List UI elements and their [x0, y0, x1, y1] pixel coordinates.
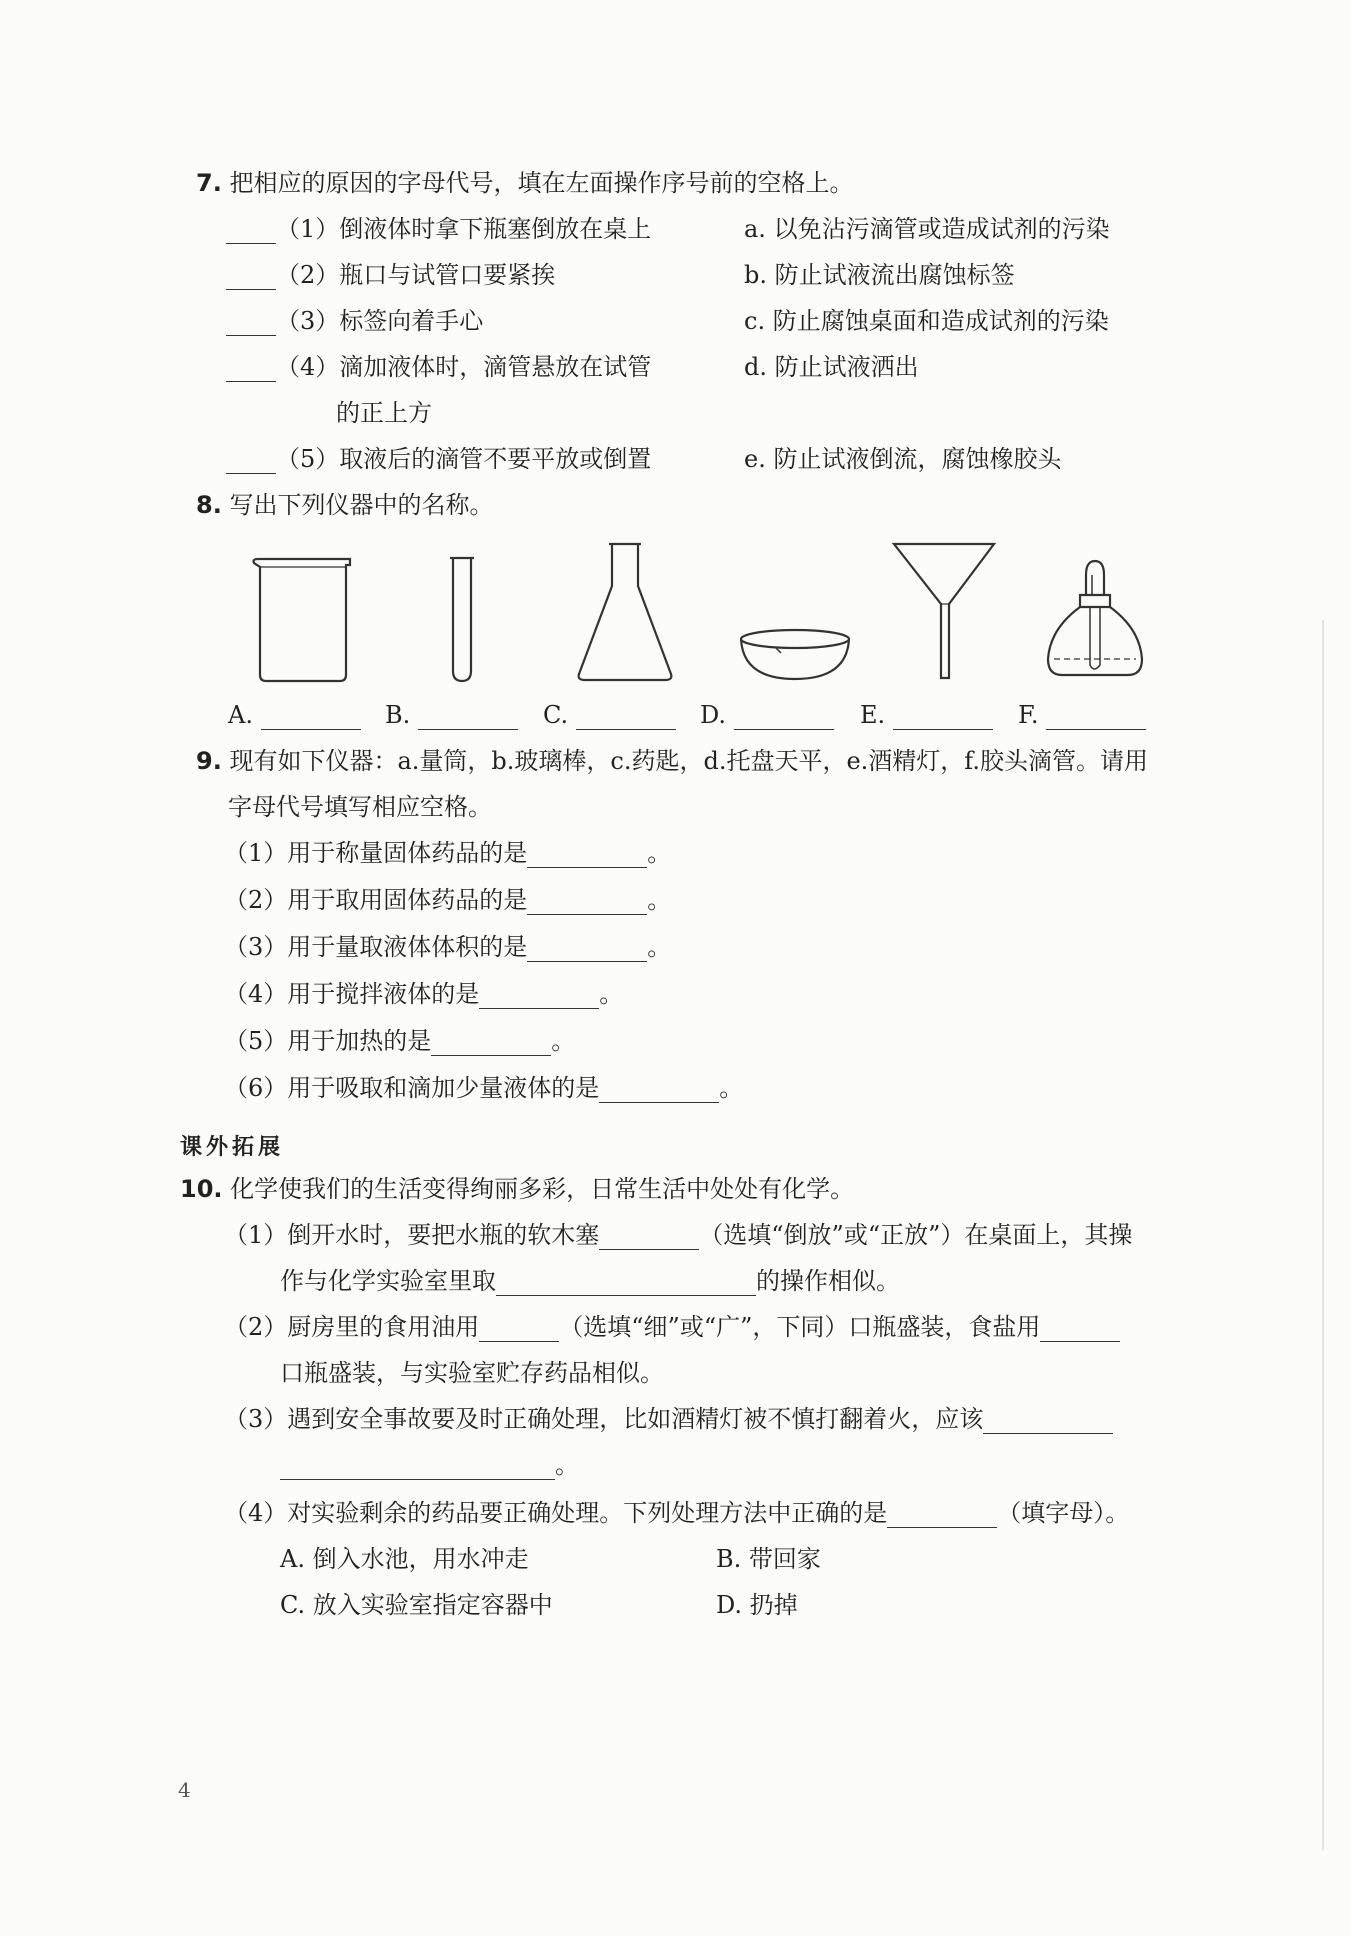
item-end: 。	[551, 1027, 576, 1055]
answer-blank[interactable]	[479, 1317, 559, 1342]
answer-blank[interactable]	[983, 1409, 1113, 1434]
q7-op-5	[226, 444, 651, 474]
op-tag: （4）	[276, 353, 340, 381]
answer-blank[interactable]	[479, 984, 599, 1009]
label-text: B.	[385, 701, 411, 729]
apparatus-label-e	[860, 700, 993, 730]
q7-number: 7.	[196, 169, 222, 197]
q9-prompt-continuation: 字母代号填写相应空格。	[228, 793, 492, 821]
item-tag: （5）	[224, 1027, 288, 1055]
op-tag: （2）	[276, 261, 340, 289]
q7-reason-c: c. 防止腐蚀桌面和造成试剂的污染	[744, 307, 1109, 335]
op-text: 瓶口与试管口要紧挨	[339, 261, 556, 289]
answer-blank[interactable]	[527, 937, 647, 962]
item-text: 用于加热的是	[287, 1027, 432, 1055]
part-text: （填字母）。	[997, 1499, 1130, 1527]
q9-number: 9.	[196, 747, 222, 775]
op-text: 滴加液体时，滴管悬放在试管	[339, 353, 652, 381]
part-text: 的操作相似。	[756, 1267, 900, 1295]
answer-blank[interactable]	[887, 1503, 997, 1528]
part-text: 厨房里的食用油用	[287, 1313, 480, 1341]
q7-prompt	[196, 168, 853, 198]
apparatus-label-b	[385, 700, 518, 730]
label-text: F.	[1018, 701, 1039, 729]
part-tag: （3）	[224, 1405, 288, 1433]
item-text: 用于量取液体体积的是	[287, 933, 528, 961]
item-text: 用于称量固体药品的是	[287, 839, 528, 867]
label-text: E.	[860, 701, 886, 729]
funnel-icon	[890, 540, 1000, 685]
q8-prompt	[196, 490, 493, 520]
answer-blank[interactable]	[1046, 705, 1146, 730]
part-tag: （4）	[224, 1499, 288, 1527]
label-text: A.	[228, 701, 253, 729]
answer-blank[interactable]	[496, 1271, 756, 1296]
item-text: 用于吸取和滴加少量液体的是	[287, 1074, 600, 1102]
q10-part-1	[224, 1220, 1132, 1250]
part-text: 遇到安全事故要及时正确处理，比如酒精灯被不慎打翻着火，应该	[287, 1405, 984, 1433]
q10-number: 10.	[180, 1175, 223, 1203]
section-heading: 课外拓展	[180, 1135, 285, 1160]
answer-blank[interactable]	[261, 705, 361, 730]
test-tube-icon	[447, 555, 477, 685]
part-text: （选填“倒放”或“正放”）在桌面上，其操	[699, 1221, 1133, 1249]
item-tag: （6）	[224, 1074, 288, 1102]
label-text: D.	[700, 701, 727, 729]
q7-reason-a: a. 以免沾污滴管或造成试剂的污染	[744, 215, 1110, 243]
answer-blank[interactable]	[599, 1225, 699, 1250]
answer-blank[interactable]	[280, 1455, 555, 1480]
answer-blank[interactable]	[226, 219, 276, 244]
q7-op-1	[226, 214, 651, 244]
beaker-icon	[250, 555, 360, 685]
q9-item-3	[224, 932, 671, 962]
page-edge-divider	[1322, 620, 1324, 1850]
q10-part-3-continuation	[280, 1450, 579, 1480]
q7-op-2	[226, 260, 555, 290]
item-end: 。	[647, 839, 672, 867]
op-text: 取液后的滴管不要平放或倒置	[339, 445, 652, 473]
q9-item-6	[224, 1073, 743, 1103]
answer-blank[interactable]	[527, 890, 647, 915]
answer-blank[interactable]	[431, 1031, 551, 1056]
item-end: 。	[647, 886, 672, 914]
q10-prompt	[180, 1174, 854, 1204]
q10-option-b: B. 带回家	[716, 1545, 821, 1573]
answer-blank[interactable]	[893, 705, 993, 730]
part-text: 对实验剩余的药品要正确处理。下列处理方法中正确的是	[287, 1499, 888, 1527]
item-end: 。	[647, 933, 672, 961]
item-tag: （4）	[224, 980, 288, 1008]
q7-op-4-continuation: 的正上方	[336, 399, 432, 427]
item-tag: （2）	[224, 886, 288, 914]
q8-text: 写出下列仪器中的名称。	[229, 491, 494, 519]
q10-text: 化学使我们的生活变得绚丽多彩，日常生活中处处有化学。	[230, 1175, 855, 1203]
apparatus-label-a	[228, 700, 361, 730]
item-end: 。	[599, 980, 624, 1008]
answer-blank[interactable]	[226, 449, 276, 474]
q10-part-4	[224, 1498, 1129, 1528]
q9-item-2	[224, 885, 671, 915]
item-text: 用于取用固体药品的是	[287, 886, 528, 914]
q10-option-a: A. 倒入水池，用水冲走	[280, 1545, 529, 1573]
answer-blank[interactable]	[418, 705, 518, 730]
part-tag: （2）	[224, 1313, 288, 1341]
op-text: 标签向着手心	[339, 307, 484, 335]
q7-op-4	[226, 352, 651, 382]
apparatus-label-c	[543, 700, 676, 730]
apparatus-label-d	[700, 700, 834, 730]
answer-blank[interactable]	[226, 311, 276, 336]
part-text: （选填“细”或“广”，下同）口瓶盛装，食盐用	[559, 1313, 1041, 1341]
q7-reason-d: d. 防止试液洒出	[744, 353, 919, 381]
answer-blank[interactable]	[734, 705, 834, 730]
answer-blank[interactable]	[1040, 1317, 1120, 1342]
op-tag: （1）	[276, 215, 340, 243]
page-number: 4	[178, 1778, 191, 1802]
q7-reason-e: e. 防止试液倒流，腐蚀橡胶头	[744, 445, 1062, 473]
q9-prompt	[196, 746, 1148, 776]
q7-text: 把相应的原因的字母代号，填在左面操作序号前的空格上。	[229, 169, 854, 197]
part-text: 作与化学实验室里取	[280, 1267, 496, 1295]
part-tag: （1）	[224, 1221, 288, 1249]
item-tag: （1）	[224, 839, 288, 867]
item-tag: （3）	[224, 933, 288, 961]
answer-blank[interactable]	[226, 265, 276, 290]
answer-blank[interactable]	[599, 1078, 719, 1103]
q10-part-2-continuation: 口瓶盛装，与实验室贮存药品相似。	[280, 1359, 664, 1387]
alcohol-lamp-icon	[1040, 555, 1150, 685]
q9-text: 现有如下仪器：a.量筒，b.玻璃棒，c.药匙，d.托盘天平，e.酒精灯，f.胶头滴管。请用	[229, 747, 1148, 775]
label-text: C.	[543, 701, 569, 729]
answer-blank[interactable]	[527, 843, 647, 868]
q10-option-c: C. 放入实验室指定容器中	[280, 1591, 553, 1619]
q10-option-d: D. 扔掉	[716, 1591, 798, 1619]
answer-blank[interactable]	[226, 357, 276, 382]
item-end: 。	[719, 1074, 744, 1102]
part-text: 倒开水时，要把水瓶的软木塞	[287, 1221, 600, 1249]
answer-blank[interactable]	[576, 705, 676, 730]
q9-item-5	[224, 1026, 575, 1056]
q10-part-3	[224, 1404, 1113, 1434]
q10-part-1-continuation	[280, 1266, 900, 1296]
evaporating-dish-icon	[735, 625, 855, 685]
q8-number: 8.	[196, 491, 222, 519]
conical-flask-icon	[575, 540, 675, 685]
op-tag: （3）	[276, 307, 340, 335]
q9-item-1	[224, 838, 671, 868]
q7-reason-b: b. 防止试液流出腐蚀标签	[744, 261, 1015, 289]
q7-op-3	[226, 306, 483, 336]
q9-item-4	[224, 979, 623, 1009]
op-tag: （5）	[276, 445, 340, 473]
q10-part-2	[224, 1312, 1120, 1342]
part-text: 。	[555, 1451, 579, 1479]
apparatus-label-f	[1018, 700, 1146, 730]
op-text: 倒液体时拿下瓶塞倒放在桌上	[339, 215, 652, 243]
item-text: 用于搅拌液体的是	[287, 980, 480, 1008]
